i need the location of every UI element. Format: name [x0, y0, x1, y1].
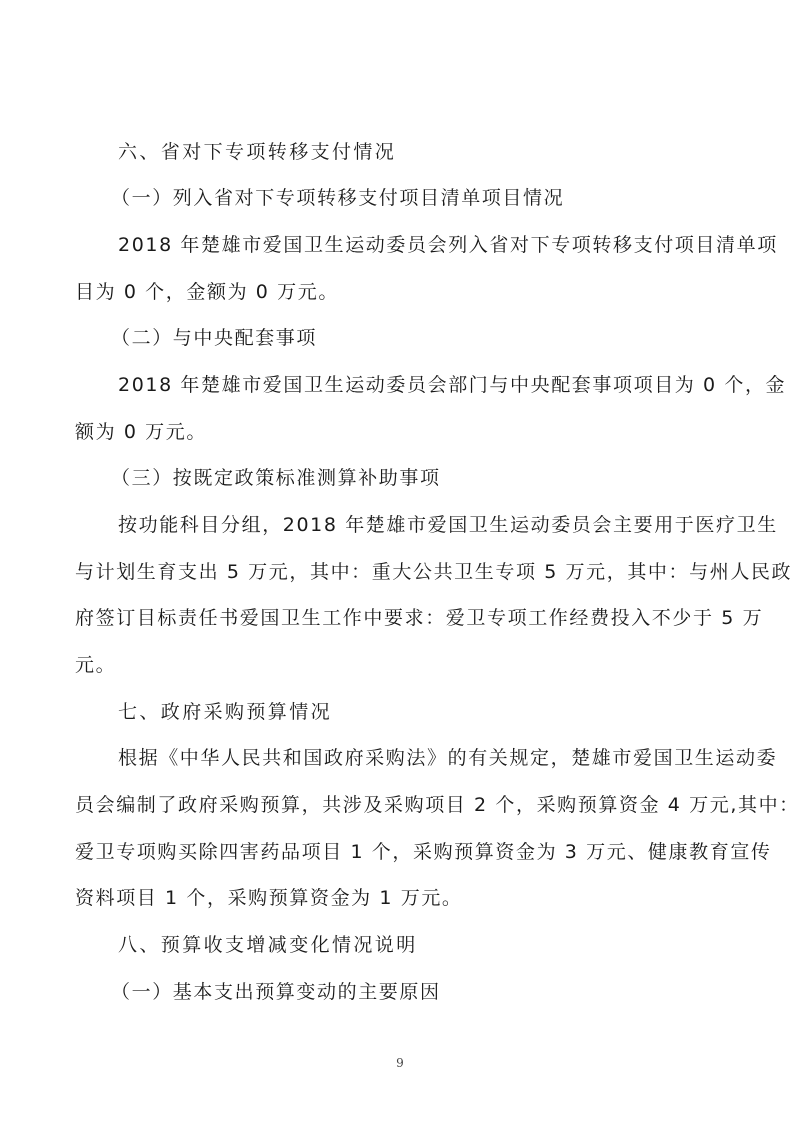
subsection-heading-6-2: （二）与中央配套事项 [111, 327, 318, 349]
paragraph-line: 2018 年楚雄市爱国卫生运动委员会列入省对下专项转移支付项目清单项 [118, 234, 778, 256]
section-heading-7: 七、政府采购预算情况 [118, 701, 333, 723]
paragraph-line: 目为 0 个，金额为 0 万元。 [75, 281, 339, 303]
subsection-heading-8-1: （一）基本支出预算变动的主要原因 [111, 981, 441, 1003]
paragraph-line: 按功能科目分组，2018 年楚雄市爱国卫生运动委员会主要用于医疗卫生 [118, 514, 778, 536]
paragraph-line: 与计划生育支出 5 万元，其中：重大公共卫生专项 5 万元，其中：与州人民政 [75, 561, 793, 583]
paragraph-line: 元。 [75, 654, 117, 676]
section-heading-8: 八、预算收支增减变化情况说明 [118, 934, 418, 956]
paragraph-line: 爱卫专项购买除四害药品项目 1 个，采购预算资金为 3 万元、健康教育宣传 [75, 841, 772, 863]
page-number: 9 [396, 1056, 404, 1070]
paragraph-line: 根据《中华人民共和国政府采购法》的有关规定，楚雄市爱国卫生运动委 [118, 747, 778, 769]
paragraph-line: 2018 年楚雄市爱国卫生运动委员会部门与中央配套事项项目为 0 个，金 [118, 374, 787, 396]
paragraph-line: 资料项目 1 个，采购预算资金为 1 万元。 [75, 887, 463, 909]
subsection-heading-6-1: （一）列入省对下专项转移支付项目清单项目情况 [111, 187, 565, 209]
section-heading-6: 六、省对下专项转移支付情况 [118, 141, 397, 163]
paragraph-line: 额为 0 万元。 [75, 421, 207, 443]
paragraph-line: 员会编制了政府采购预算，共涉及采购项目 2 个，采购预算资金 4 万元,其中： [75, 794, 800, 816]
subsection-heading-6-3: （三）按既定政策标准测算补助事项 [111, 467, 441, 489]
paragraph-line: 府签订目标责任书爱国卫生工作中要求：爱卫专项工作经费投入不少于 5 万 [75, 607, 764, 629]
